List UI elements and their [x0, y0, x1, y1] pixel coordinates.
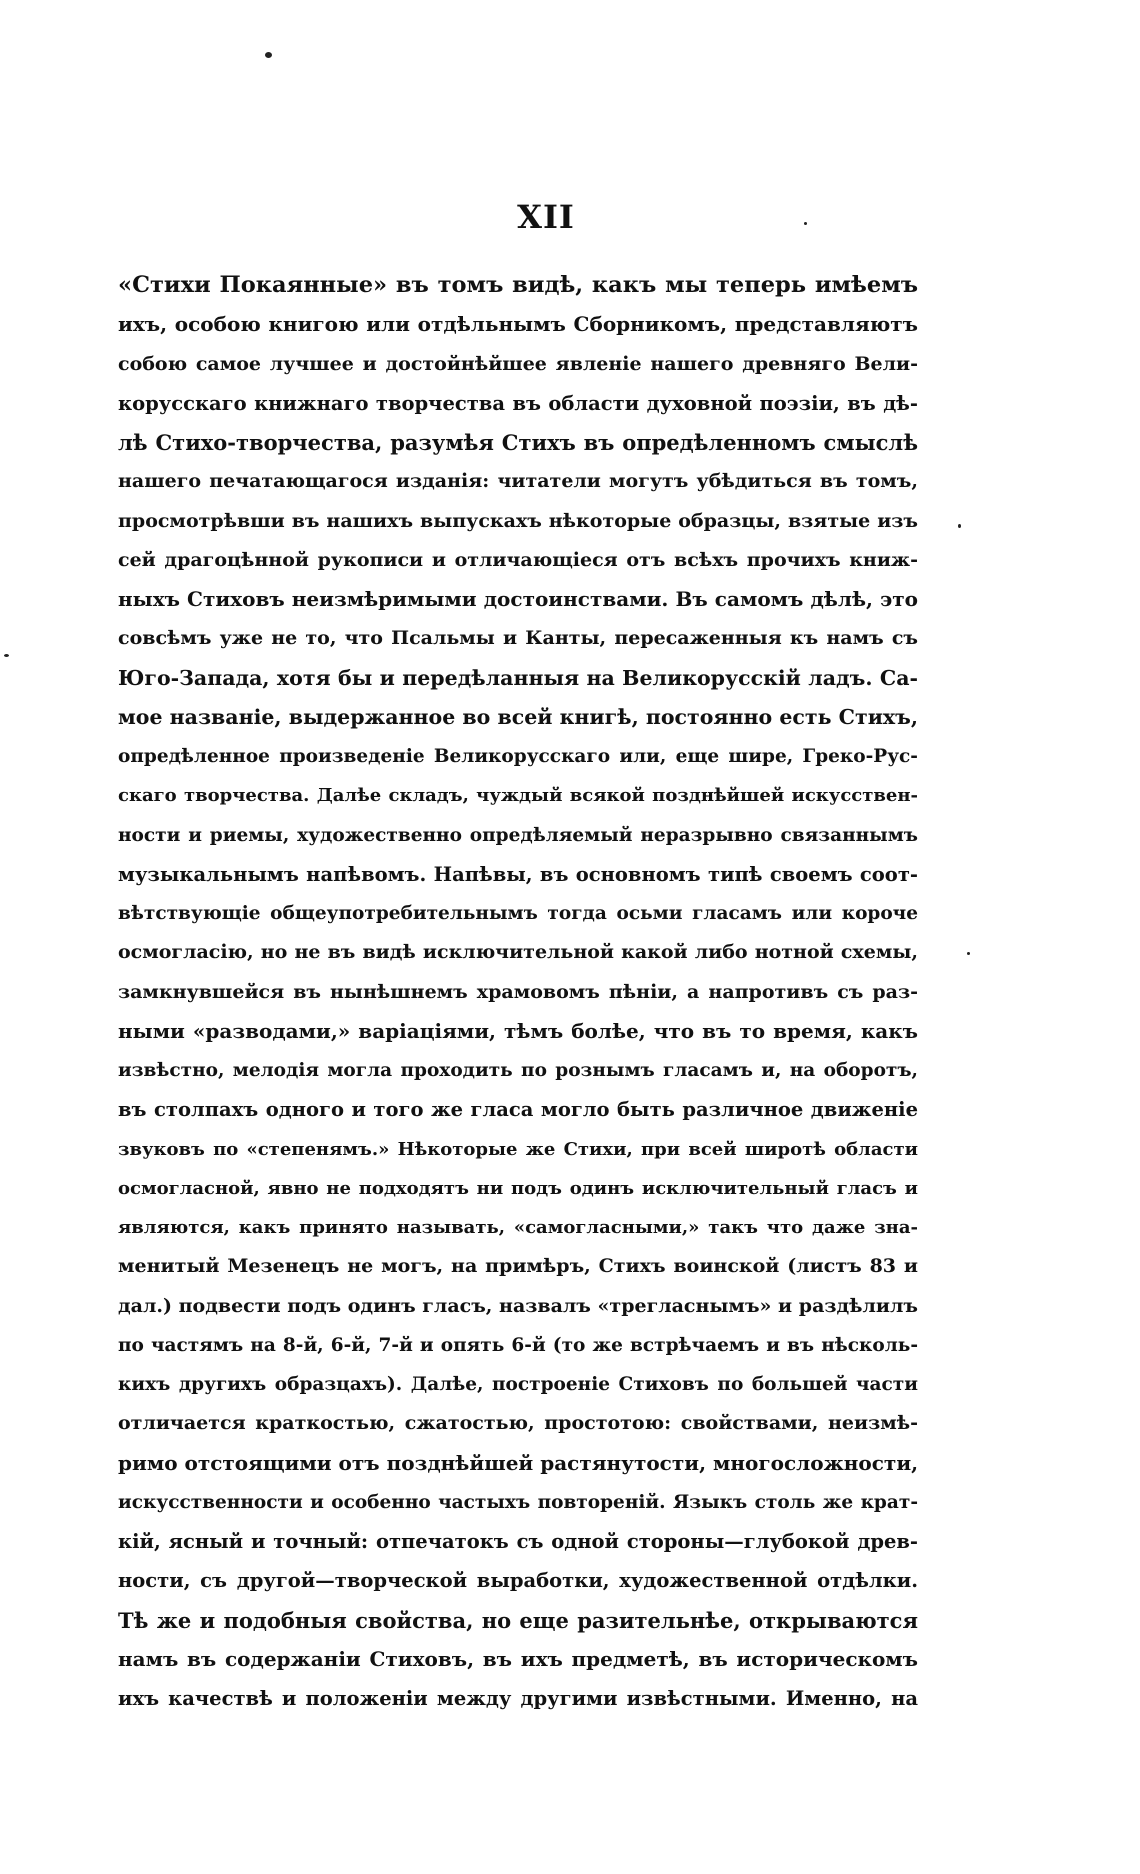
text-line: просмотрѣвши въ нашихъ выпускахъ нѣкоторые образцы, взятые изъ	[118, 509, 918, 532]
text-line: замкнувшейся въ нынѣшнемъ храмовомъ пѣніи, а напротивъ съ раз-	[118, 980, 918, 1003]
text-line: отличается краткостью, сжатостью, простотою: свойствами, неизмѣ-	[118, 1412, 918, 1435]
page-number: XII	[517, 198, 575, 236]
text-line: въ столпахъ одного и того же гласа могло быть различное движеніе	[118, 1098, 918, 1122]
text-line: опредѣленное произведеніе Великорусскаго или, еще шире, Греко-Рус-	[118, 746, 918, 767]
text-line: искусственности и особенно частыхъ повтореній. Языкъ столь же крат-	[118, 1491, 918, 1513]
text-line: менитый Мезенецъ не могъ, на примѣръ, Стихъ воинской (листъ 83 и	[118, 1255, 918, 1278]
text-line: извѣстно, мелодія могла проходить по рознымъ гласамъ и, на оборотъ,	[118, 1060, 918, 1081]
scan-speck	[967, 952, 970, 955]
text-line: Тѣ же и подобныя свойства, но еще разительнѣе, открываются	[118, 1607, 918, 1633]
scan-speck	[958, 524, 961, 528]
text-line: по частямъ на 8-й, 6-й, 7-й и опять 6-й (то же встрѣчаемъ и въ нѣсколь-	[118, 1334, 918, 1356]
text-line: дал.) подвести подъ одинъ гласъ, назвалъ «трегласнымъ» и раздѣлилъ	[118, 1294, 918, 1317]
text-line: мое названіе, выдержанное во всей книгѣ, постоянно есть Стихъ,	[118, 704, 918, 729]
text-line: осмогласной, явно не подходятъ ни подъ одинъ исключительный гласъ и	[118, 1177, 918, 1199]
text-line: Юго-Запада, хотя бы и передѣланныя на Великорусскій ладъ. Са-	[118, 665, 918, 690]
text-line: ности и риемы, художественно опредѣляемый неразрывно связаннымъ	[118, 824, 918, 846]
text-line: вѣтствующіе общеупотребительнымъ тогда осьми гласамъ или короче	[118, 903, 918, 924]
text-line: нашего печатающагося изданія: читатели могутъ убѣдиться въ томъ,	[118, 470, 918, 493]
text-line: кихъ другихъ образцахъ). Далѣе, построеніе Стиховъ по большей части	[118, 1374, 918, 1395]
body-paragraph	[118, 266, 918, 1718]
text-line: скаго творчества. Далѣе складъ, чуждый всякой позднѣйшей искусствен-	[118, 785, 918, 807]
scan-speck	[265, 52, 272, 58]
text-line: ности, съ другой—творческой выработки, художественной отдѣлки.	[118, 1569, 918, 1593]
text-line: музыкальнымъ напѣвомъ. Напѣвы, въ основномъ типѣ своемъ соот-	[118, 862, 918, 886]
text-line: намъ въ содержаніи Стиховъ, въ ихъ предметѣ, въ историческомъ	[118, 1646, 918, 1671]
text-line: являются, какъ принято называть, «самогласными,» такъ что даже зна-	[118, 1217, 918, 1238]
text-line: сей драгоцѣнной рукописи и отличающіеся отъ всѣхъ прочихъ книж-	[118, 548, 918, 571]
text-line: «Стихи Покаянные» въ томъ видѣ, какъ мы теперь имѣемъ	[118, 272, 918, 298]
text-line: ныхъ Стиховъ неизмѣримыми достоинствами. Въ самомъ дѣлѣ, это	[118, 587, 918, 611]
scan-speck	[4, 654, 9, 657]
text-line: ными «разводами,» варіаціями, тѣмъ болѣе, что въ то время, какъ	[118, 1018, 918, 1043]
text-line: римо отстоящими отъ позднѣйшей растянутости, многосложности,	[118, 1450, 919, 1475]
text-line: корусскаго книжнаго творчества въ области духовной поэзіи, въ дѣ-	[118, 391, 918, 415]
text-line: совсѣмъ уже не то, что Псальмы и Канты, пересаженныя къ намъ съ	[118, 627, 918, 650]
text-line: осмогласію, но не въ видѣ исключительной какой либо нотной схемы,	[118, 941, 918, 964]
text-line: звуковъ по «степенямъ.» Нѣкоторые же Стихи, при всей широтѣ области	[118, 1138, 918, 1160]
text-line: ихъ качествѣ и положеніи между другими извѣстными. Именно, на	[118, 1687, 918, 1710]
text-line: собою самое лучшее и достойнѣйшее явленіе нашего древняго Вели-	[118, 352, 918, 375]
text-line: кій, ясный и точный: отпечатокъ съ одной стороны—глубокой древ-	[118, 1530, 918, 1553]
text-line: ихъ, особою книгою или отдѣльнымъ Сборникомъ, представляютъ	[118, 312, 918, 337]
text-line: лѣ Стихо-творчества, разумѣя Стихъ въ опредѣленномъ смыслѣ	[118, 430, 918, 455]
